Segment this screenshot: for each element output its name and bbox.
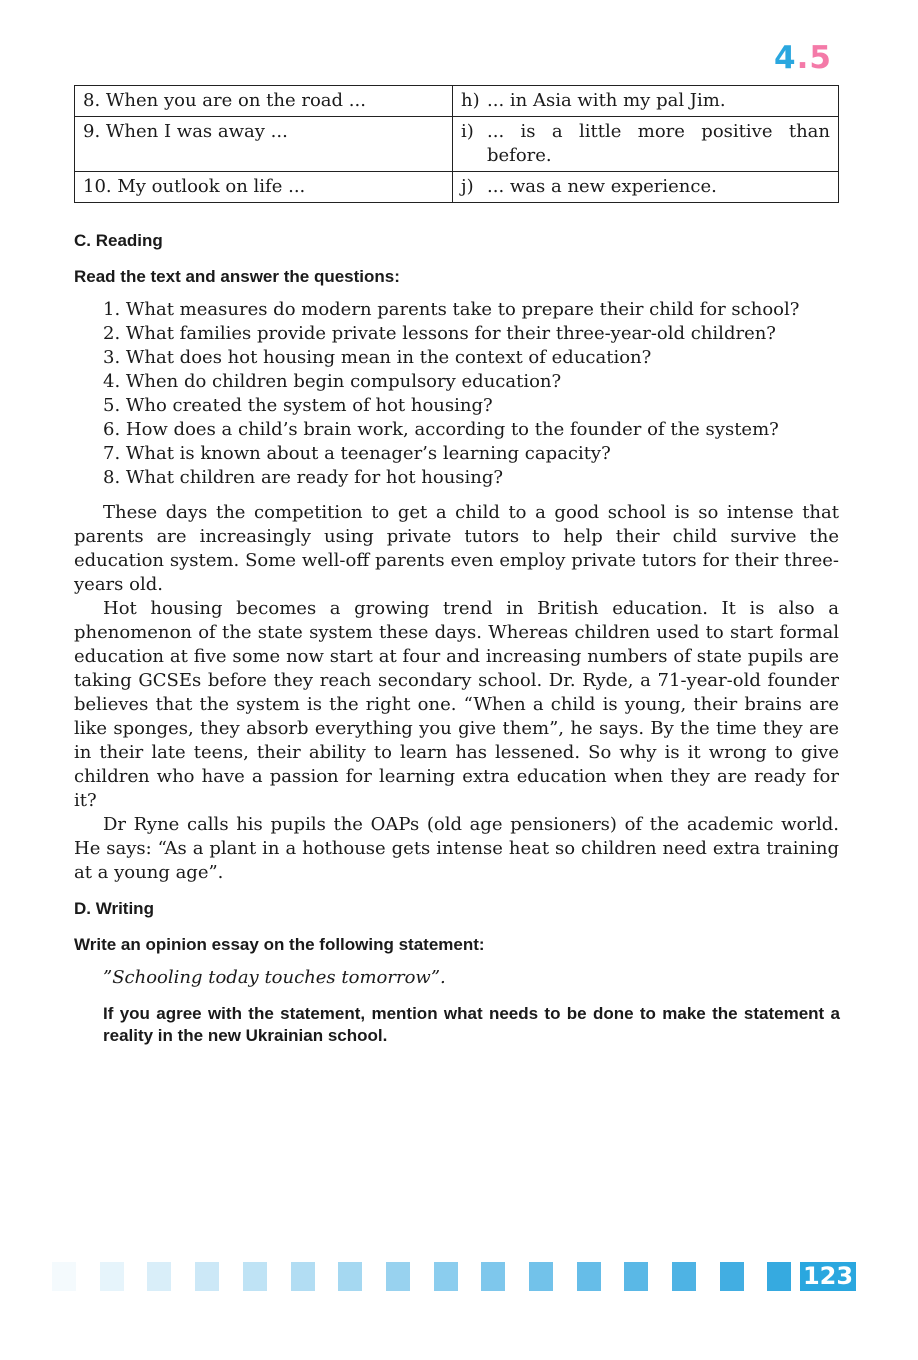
questions-list <box>103 298 843 490</box>
match-left-cell: 8. When you are on the road ... <box>75 86 453 117</box>
unit-major: 4 <box>774 40 797 76</box>
match-letter: j) <box>461 176 474 197</box>
section-c-heading: C. Reading <box>74 231 163 250</box>
essay-statement: ”Schooling today touches tomorrow”. <box>103 967 446 988</box>
decor-square <box>577 1262 601 1291</box>
unit-number <box>774 38 832 78</box>
paragraph: These days the competition to get a child to a good school is so intense that parents are increasingly using private tutors to help their child survive the education system. Some well-off parents even employ private tutors for their three-years old. <box>74 502 839 595</box>
list-item: 7. What is known about a teenager’s learning capacity? <box>103 443 611 464</box>
decor-square <box>386 1262 410 1291</box>
decor-square <box>672 1262 696 1291</box>
unit-minor: 5 <box>809 40 832 76</box>
decor-square <box>195 1262 219 1291</box>
section-d-heading: D. Writing <box>74 899 154 918</box>
decor-square <box>481 1262 505 1291</box>
list-item: 3. What does hot housing mean in the context of education? <box>103 347 652 368</box>
reading-text <box>74 501 839 885</box>
decor-square <box>243 1262 267 1291</box>
list-item: 6. How does a child’s brain work, according to the founder of the system? <box>103 419 779 440</box>
decor-square <box>291 1262 315 1291</box>
list-item: 4. When do children begin compulsory education? <box>103 371 562 392</box>
decor-square <box>338 1262 362 1291</box>
list-item: 8. What children are ready for hot housing? <box>103 467 504 488</box>
match-right-cell <box>453 172 839 203</box>
paragraph: Dr Ryne calls his pupils the OAPs (old age pensioners) of the academic world. He says: “As a plant in a hothouse gets intense heat so children need extra training at a young age”. <box>74 814 839 883</box>
section-c-instruction: Read the text and answer the questions: <box>74 267 400 286</box>
list-item: 2. What families provide private lessons for their three-year-old children? <box>103 323 776 344</box>
decor-square <box>767 1262 791 1291</box>
match-left-cell: 10. My outlook on life ... <box>75 172 453 203</box>
table-row <box>75 86 839 117</box>
match-right-cell <box>453 86 839 117</box>
decor-square <box>529 1262 553 1291</box>
paragraph: Hot housing becomes a growing trend in British education. It is also a phenomenon of the state system these days. Whereas children used to start formal education at five some now start at four and increasing numbers of state pupils are taking GCSEs before they reach secondary school. Dr. Ryde, a 71-year-old founder believes that the system is the right one. “When a child is young, their brains are like sponges, they absorb everything you give them”, he says. By the time they are in their late teens, their ability to learn has lessened. So why is it wrong to give children who have a passion for learning extra education when they are ready for it? <box>74 598 839 811</box>
list-item: 1. What measures do modern parents take to prepare their child for school? <box>103 299 800 320</box>
match-text: ... in Asia with my pal Jim. <box>487 90 726 111</box>
list-item: 5. Who created the system of hot housing? <box>103 395 493 416</box>
decor-square <box>100 1262 124 1291</box>
decor-square <box>720 1262 744 1291</box>
unit-dot: . <box>796 40 810 76</box>
matching-table <box>74 85 839 203</box>
essay-task-note: If you agree with the statement, mention what needs to be done to make the statement a reality in the new Ukrainian school. <box>103 1004 840 1045</box>
page-number: 123 <box>800 1262 856 1291</box>
section-d-instruction: Write an opinion essay on the following statement: <box>74 935 485 954</box>
decor-square <box>52 1262 76 1291</box>
match-letter: h) <box>461 90 480 111</box>
footer-decoration <box>0 1262 800 1291</box>
table-row <box>75 117 839 172</box>
decor-square <box>624 1262 648 1291</box>
decor-square <box>147 1262 171 1291</box>
match-right-cell <box>453 117 839 172</box>
table-row <box>75 172 839 203</box>
match-text: ... is a little more positive than before. <box>487 121 830 166</box>
match-text: ... was a new experience. <box>487 176 717 197</box>
decor-square <box>434 1262 458 1291</box>
match-left-cell: 9. When I was away ... <box>75 117 453 172</box>
match-letter: i) <box>461 121 474 142</box>
